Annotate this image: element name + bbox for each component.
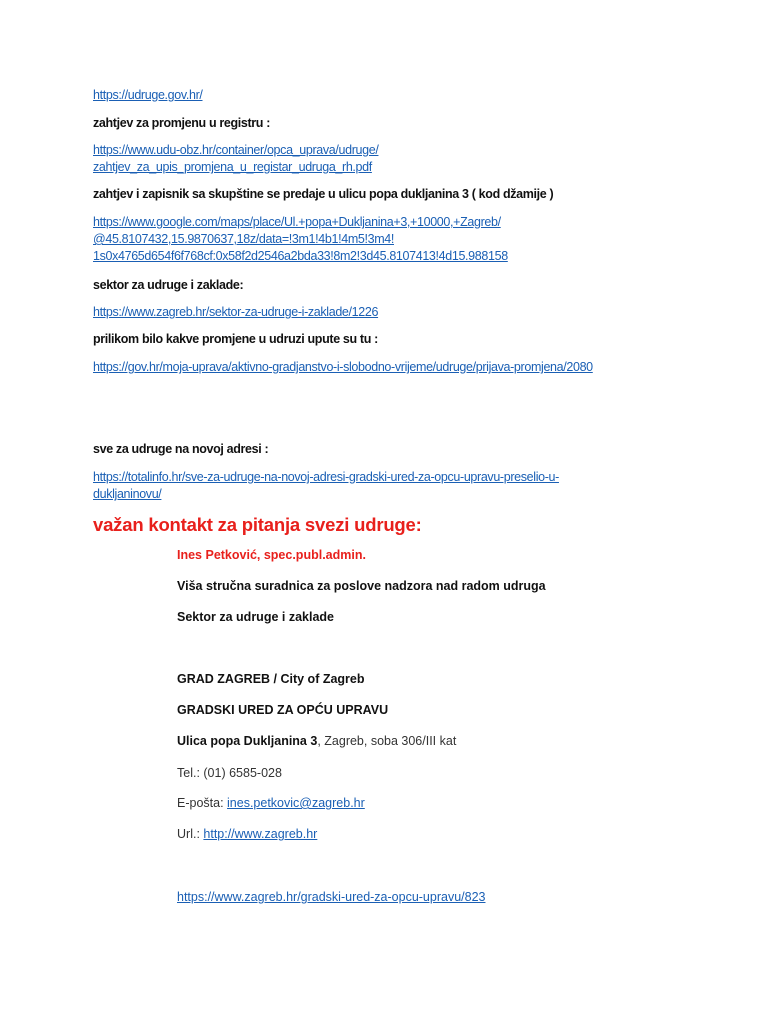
link-ured-opca-line — [177, 889, 485, 906]
link-maps-block — [93, 214, 508, 265]
contact-name: Ines Petković, spec.publ.admin. — [177, 548, 366, 562]
text-zahtjev-zapisnik: zahtjev i zapisnik sa skupštine se predaje u ulicu popa dukljanina 3 ( kod džamije ) — [93, 187, 554, 201]
contact-department: Sektor za udruge i zaklade — [177, 610, 334, 624]
link-maps-line-3[interactable]: 1s0x4765d654f6f768cf:0x58f2d2546a2bda33!8m2!3d45.8107413!4d15.988158 — [93, 249, 508, 263]
contact-role: Viša stručna suradnica za poslove nadzora nad radom udruga — [177, 579, 546, 593]
link-totalinfo-line-2[interactable]: dukljaninovu/ — [93, 487, 162, 501]
contact-url-label: Url.: — [177, 827, 204, 841]
contact-url-link[interactable]: http://www.zagreb.hr — [203, 827, 318, 841]
contact-email-label: E-pošta: — [177, 796, 228, 810]
link-maps-line-2[interactable]: @45.8107432,15.9870637,18z/data=!3m1!4b1!4m5!3m4! — [93, 232, 394, 246]
contact-url-line — [177, 826, 317, 843]
text-sve-za-udruge: sve za udruge na novoj adresi : — [93, 442, 269, 456]
contact-office: GRADSKI URED ZA OPĆU UPRAVU — [177, 703, 389, 717]
link-ured-opca[interactable]: https://www.zagreb.hr/gradski-ured-za-opcu-upravu/823 — [177, 890, 486, 904]
link-gov-promjena[interactable]: https://gov.hr/moja-uprava/aktivno-gradjanstvo-i-slobodno-vrijeme/udruge/prijava-promjena/2080 — [93, 360, 593, 374]
contact-street-rest: , Zagreb, soba 306/III kat — [317, 734, 457, 748]
link-udruge-gov[interactable]: https://udruge.gov.hr/ — [93, 88, 203, 102]
link-udruge-gov-line — [93, 87, 203, 104]
contact-city: GRAD ZAGREB / City of Zagreb — [177, 672, 365, 686]
text-sektor: sektor za udruge i zaklade: — [93, 278, 244, 292]
link-gov-promjena-line — [93, 359, 593, 376]
contact-heading: važan kontakt za pitanja svezi udruge: — [93, 514, 422, 535]
contact-street: Ulica popa Dukljanina 3 — [177, 734, 318, 748]
link-zagreb-sektor[interactable]: https://www.zagreb.hr/sektor-za-udruge-i-zaklade/1226 — [93, 305, 379, 319]
contact-email-line — [177, 795, 365, 812]
text-prilikom: prilikom bilo kakve promjene u udruzi upute su tu : — [93, 332, 378, 346]
link-zagreb-sektor-line — [93, 304, 378, 321]
contact-address — [177, 733, 456, 750]
link-totalinfo-block — [93, 469, 559, 503]
text-zahtjev-promjena: zahtjev za promjenu u registru : — [93, 116, 271, 130]
link-maps-line-1[interactable]: https://www.google.com/maps/place/Ul.+popa+Dukljanina+3,+10000,+Zagreb/ — [93, 215, 501, 229]
contact-tel: Tel.: (01) 6585-028 — [177, 766, 282, 780]
link-udu-obz-line-2[interactable]: zahtjev_za_upis_promjena_u_registar_udruga_rh.pdf — [93, 160, 372, 174]
link-totalinfo-line-1[interactable]: https://totalinfo.hr/sve-za-udruge-na-novoj-adresi-gradski-ured-za-opcu-upravu-preselio-u- — [93, 470, 559, 484]
link-udu-obz-line-1[interactable]: https://www.udu-obz.hr/container/opca_uprava/udruge/ — [93, 143, 379, 157]
contact-email-link[interactable]: ines.petkovic@zagreb.hr — [227, 796, 365, 810]
link-udu-obz-block — [93, 142, 378, 176]
